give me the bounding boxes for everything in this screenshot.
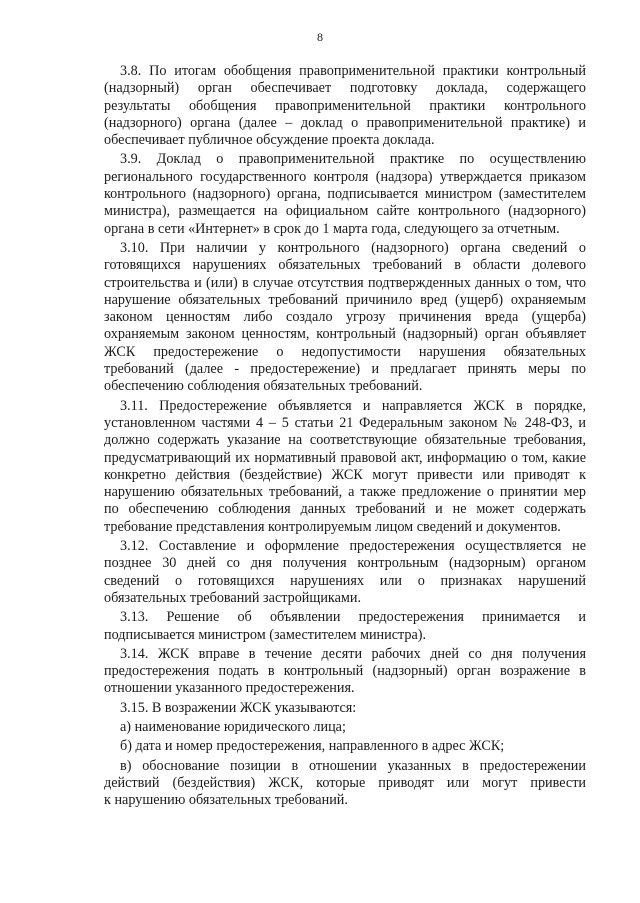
- text-line: результаты обобщения правоприменительной практики контрольного: [104, 97, 586, 114]
- paragraph-3-11: [104, 398, 586, 536]
- text-line: строительства и (или) в случае отсутствия подтвержденных данных о том, что: [104, 274, 586, 291]
- paragraph-3-13: [104, 609, 586, 644]
- text-line: требований (далее - предостережение) и предлагает принять меры по: [104, 361, 586, 378]
- text-line: готовящихся нарушениях обязательных требований в области долевого: [104, 257, 586, 274]
- paragraph-3-8: [104, 63, 586, 149]
- text-line: б) дата и номер предостережения, направленного в адрес ЖСК;: [120, 738, 505, 755]
- text-line: подписывается министром (заместителем министра).: [104, 626, 427, 643]
- text-line: регионального государственного контроля (надзора) утверждается приказом: [104, 168, 586, 185]
- text-line: 3.14. ЖСК вправе в течение десяти рабочих дней со дня получения: [120, 645, 586, 662]
- text-line: 3.11. Предостережение объявляется и направляется ЖСК в порядке,: [120, 397, 586, 414]
- text-line: министра), размещается на официальном сайте контрольного (надзорного): [104, 203, 586, 220]
- text-line: должно содержать указание на соответствующие обязательные требования,: [104, 432, 586, 449]
- text-line: 3.12. Составление и оформление предостережения осуществляется не: [120, 538, 586, 555]
- paragraph-3-9: [104, 151, 586, 237]
- list-item-a: [104, 719, 586, 736]
- text-line: требование представления контролируемым лицом сведений и документов.: [104, 518, 561, 535]
- text-line: а) наименование юридического лица;: [120, 718, 346, 735]
- text-line: предостережения подать в контрольный (надзорный) орган возражение в: [104, 663, 586, 680]
- text-line: законом ценностям либо создало угрозу причинения вреда (ущерба): [104, 309, 586, 326]
- text-line: обязательных требований застройщиками.: [104, 589, 362, 606]
- text-line: ЖСК предостережение о недопустимости нарушения обязательных: [104, 343, 586, 360]
- text-line: органа в сети «Интернет» в срок до 1 марта года, следующего за отчетным.: [104, 220, 560, 237]
- text-line: нарушению обязательных требований, а также предложение о принятии мер: [104, 484, 586, 501]
- text-line: 3.13. Решение об объявлении предостережения принимается и: [120, 609, 586, 626]
- text-line: 3.8. По итогам обобщения правоприменительной практики контрольный: [120, 63, 586, 79]
- text-line: обеспечивает публичное обсуждение проекта доклада.: [104, 132, 435, 149]
- text-line: в) обоснование позиции в отношении указанных в предостережении: [120, 757, 586, 774]
- document-body: [104, 63, 586, 811]
- paragraph-3-15: [104, 700, 586, 717]
- paragraph-3-10: [104, 240, 586, 396]
- text-line: по обеспечению соблюдения данных требований и не может содержать: [104, 501, 586, 518]
- text-line: 3.9. Доклад о правоприменительной практике по осуществлению: [120, 151, 586, 168]
- list-item-v: [104, 758, 586, 810]
- text-line: сведений о готовящихся нарушениях или о признаках нарушений: [104, 572, 586, 589]
- text-line: к нарушению обязательных требований.: [104, 792, 348, 809]
- text-line: нарушение обязательных требований причинило вред (ущерб) охраняемым: [104, 291, 586, 308]
- text-line: конкретно действия (бездействие) ЖСК могут привести или приводят к: [104, 466, 586, 483]
- text-line: контрольного (надзорного) органа, подписывается министром (заместителем: [104, 186, 586, 203]
- paragraph-3-14: [104, 646, 586, 698]
- text-line: (надзорного) органа (далее – доклад о правоприменительной практике) и: [104, 114, 586, 131]
- text-line: обеспечению соблюдения обязательных требований.: [104, 378, 423, 395]
- text-line: предусматривающий их нормативный правовой акт, информацию о том, какие: [104, 449, 586, 466]
- page-number: 8: [317, 30, 323, 44]
- text-line: 3.15. В возражении ЖСК указываются:: [120, 699, 357, 716]
- paragraph-3-12: [104, 538, 586, 607]
- text-line: действий (бездействия) ЖСК, которые приводят или могут привести: [104, 774, 586, 791]
- text-line: (надзорный) орган обеспечивает подготовку доклада, содержащего: [104, 80, 586, 97]
- text-line: охраняемым законом ценностям, контрольный (надзорный) орган объявляет: [104, 326, 586, 343]
- text-line: позднее 30 дней со дня получения контрольным (надзорным) органом: [104, 555, 586, 572]
- text-line: отношении указанного предостережения.: [104, 680, 355, 697]
- list-item-b: [104, 738, 586, 755]
- text-line: установленном частями 4 – 5 статьи 21 Федеральным законом № 248-ФЗ, и: [104, 414, 586, 431]
- text-line: 3.10. При наличии у контрольного (надзорного) органа сведений о: [120, 239, 586, 256]
